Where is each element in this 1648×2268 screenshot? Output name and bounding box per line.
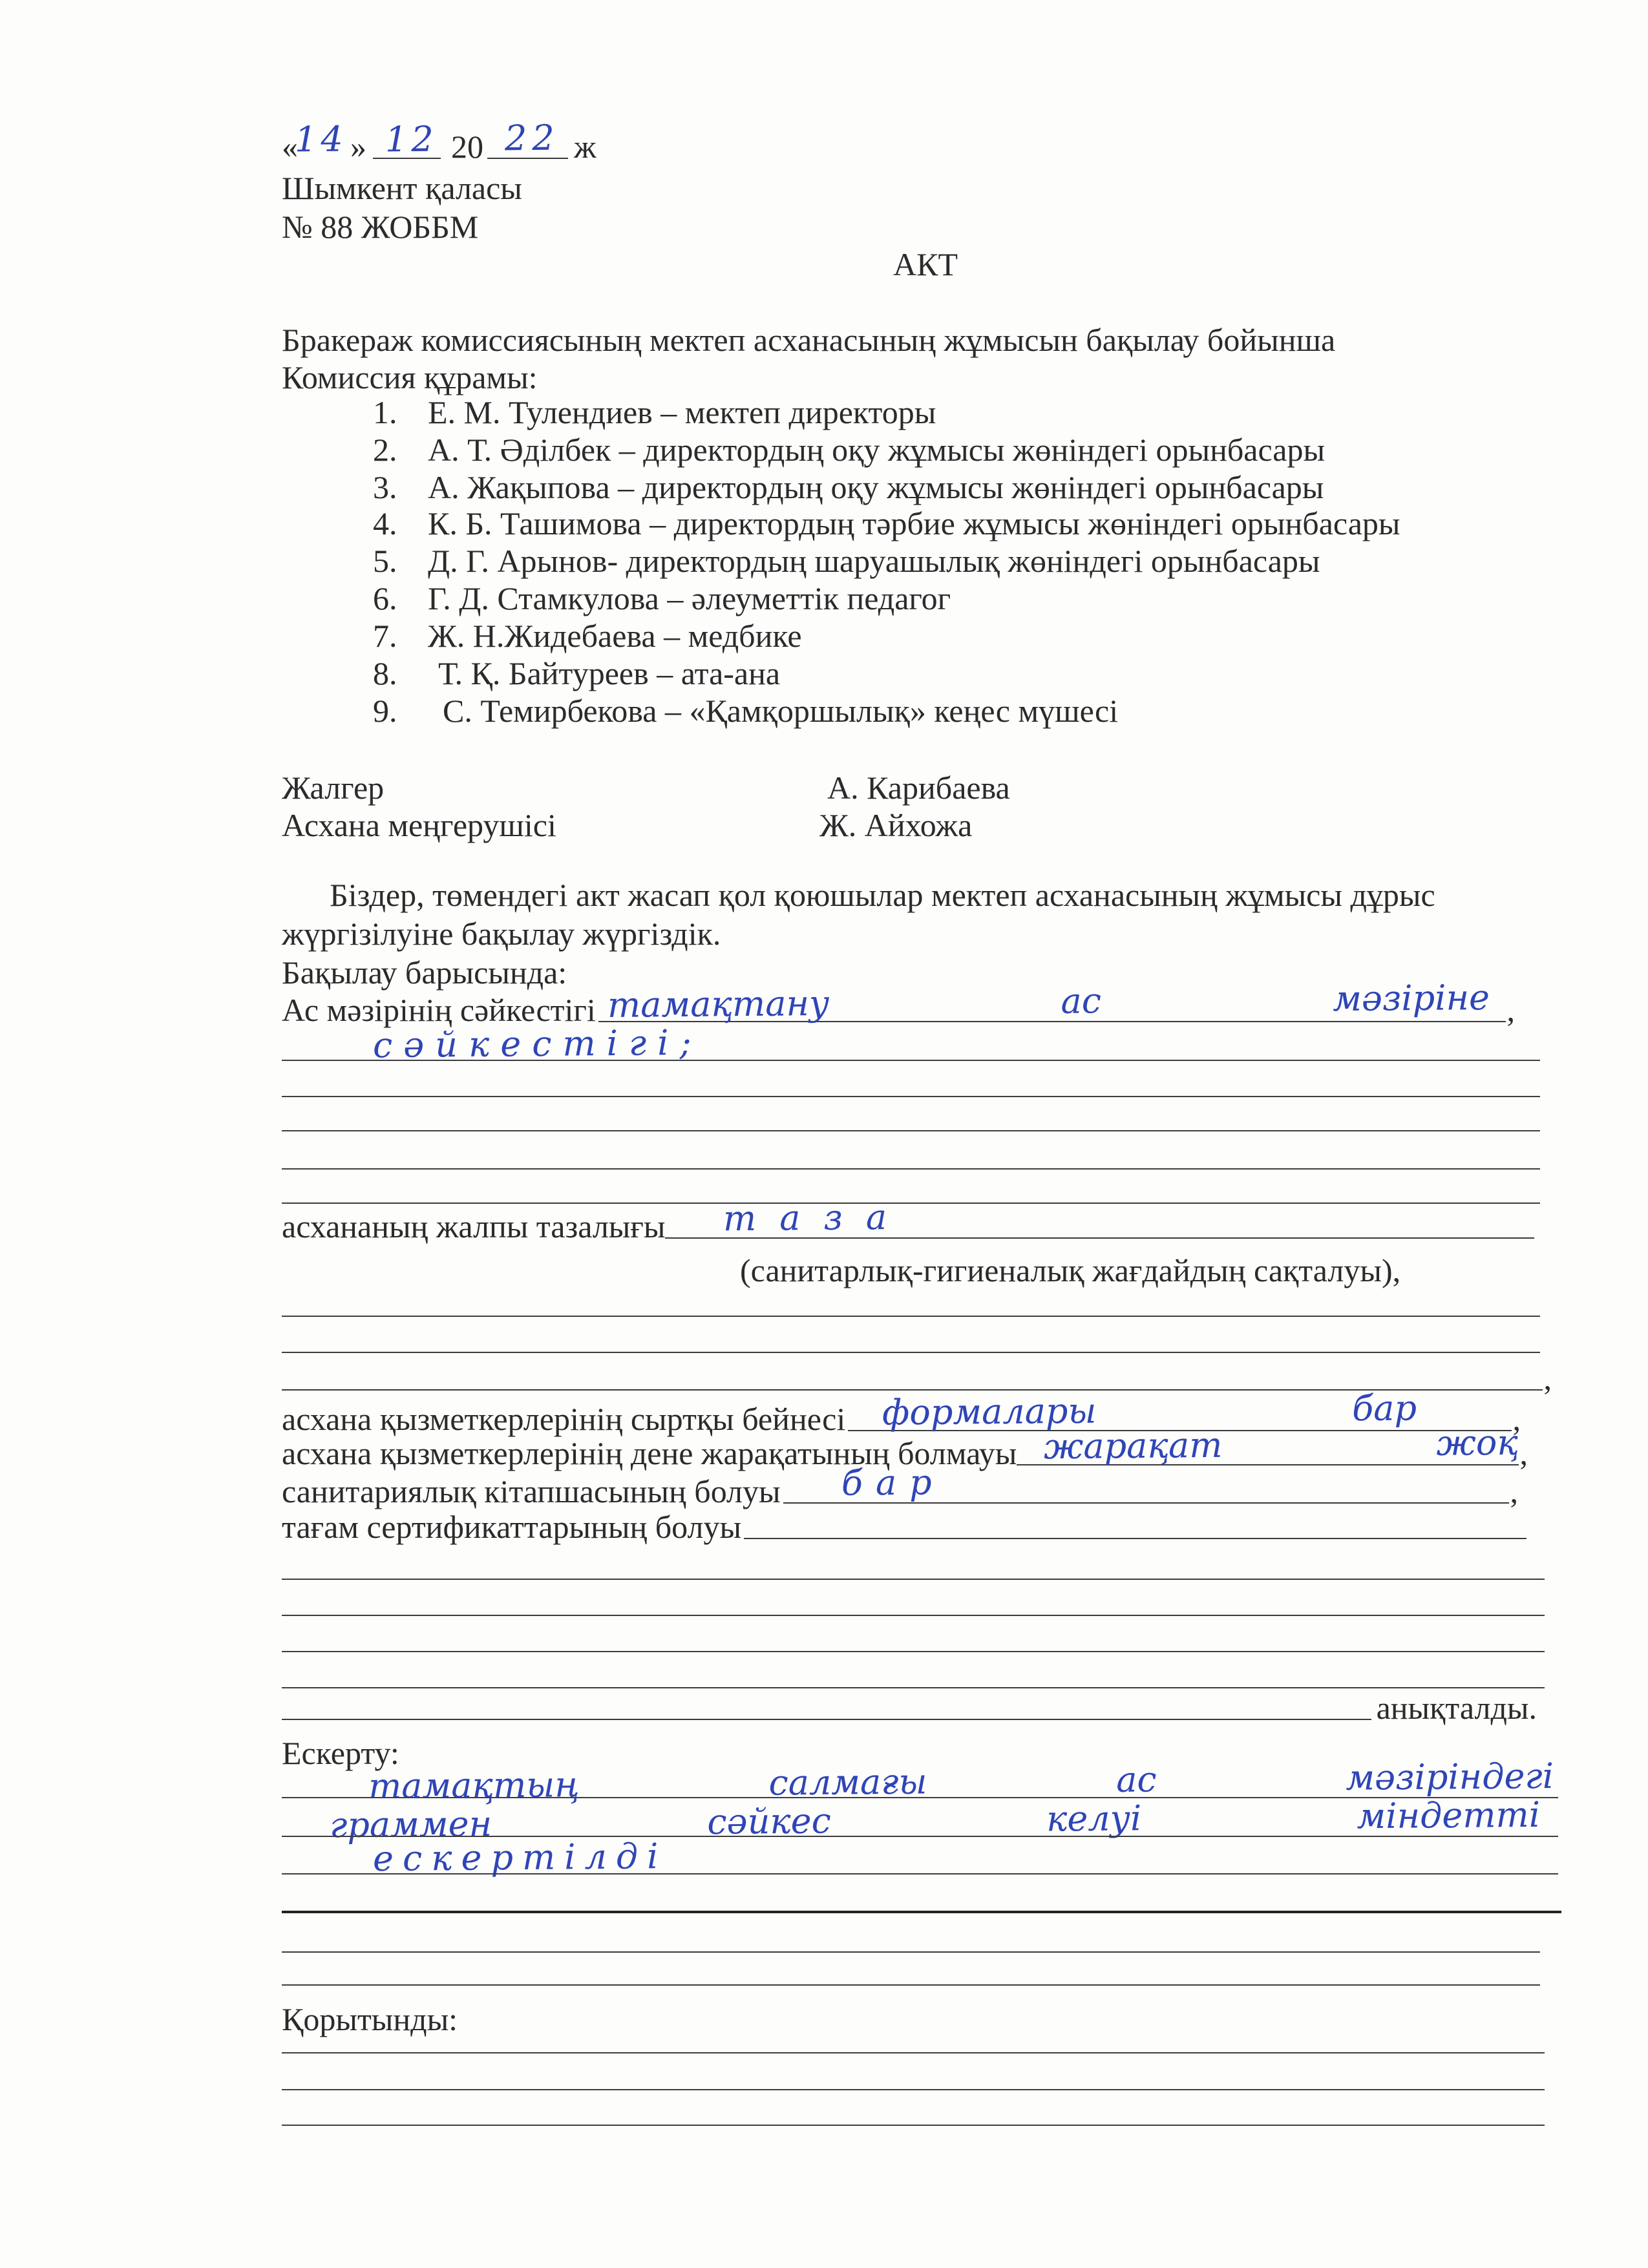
menu-label: Ас мәзірінің сәйкестігі [282,992,596,1028]
date-open-quote: « [282,129,298,165]
blank-line [282,1316,1540,1317]
injury-handwritten-value: жарақат жоқ [1043,1422,1519,1467]
list-item-text: Г. Д. Стамкулова – әлеуметтік педагог [428,580,951,616]
menu-handwritten-value: тамақтану ас мәзіріне [607,977,1490,1025]
list-item [373,542,1320,580]
list-item-number: 9. [373,693,397,729]
commission-label: Комиссия құрамы: [282,359,538,395]
canteen-head-name: Ж. Айхожа [819,807,973,843]
list-item [373,617,802,655]
blank-line [282,1873,1558,1874]
list-item [373,692,1118,730]
blank-line [282,1651,1545,1652]
list-item-text: А. Т. Әділбек – директордың оқу жұмысы жөніндегі орынбасары [428,432,1326,468]
list-item-text: А. Жақыпова – директордың оқу жұмысы жөніндегі орынбасары [428,469,1324,505]
remarks-handwritten-line-2: граммен сәйкес келуі міндетті [329,1794,1541,1846]
subtitle: Бракераж комиссиясының мектеп асханасының жұмысын бақылау бойынша [282,322,1336,358]
list-item-number: 4. [373,505,397,541]
page-title: АКТ [893,246,958,282]
certificates-underline [744,1508,1527,1539]
found-underline [282,1689,1371,1720]
list-item [373,580,951,617]
blank-line [282,2052,1545,2053]
menu-row [282,977,1515,1029]
blank-line [282,2125,1545,2126]
intro-line-2: жүргізілуіне бақылау жүргіздік. [282,916,721,952]
inspection-label: Бақылау барысында: [282,954,567,991]
blank-line [282,1360,1543,1391]
date-day-handwritten: 14 [294,118,347,160]
list-item-number: 1. [373,394,397,430]
city: Шымкент қаласы [282,170,522,206]
comma: , [1519,1435,1528,1471]
date-year-handwritten: 22 [504,117,560,159]
cleanliness-handwritten-value: таза [723,1196,911,1239]
certificates-row [282,1508,1528,1546]
blank-line [282,2089,1545,2090]
list-item-text: Т. Қ. Байтуреев – ата-ана [438,655,781,691]
list-item [373,394,936,431]
blank-line [282,1984,1540,1986]
conclusion-label: Қорытынды: [282,2001,458,2037]
sanitary-book-handwritten-value: бар [841,1462,945,1504]
comma: , [1506,992,1515,1028]
remarks-label: Ескерту: [282,1735,399,1771]
blank-line [282,1615,1545,1616]
school: № 88 ЖОББМ [282,209,479,245]
list-item [373,468,1324,506]
cleanliness-note: (санитарлық-гигиеналық жағдайдың сақталуы), [740,1252,1401,1288]
separator-line [282,1911,1561,1913]
list-item-number: 6. [373,580,397,616]
tenant-label: Жалгер [282,770,385,806]
list-item-text: С. Темирбекова – «Қамқоршылық» кеңес мүшесі [443,693,1119,729]
found-row [282,1689,1537,1727]
blank-line [282,1951,1540,1953]
cleanliness-row [282,1196,1536,1245]
list-item-text: Ж. Н.Жидебаева – медбике [428,618,802,654]
appearance-handwritten-value: формалары бар [882,1387,1417,1433]
list-item-number: 7. [373,618,397,654]
sanitary-book-row [282,1462,1518,1510]
injury-label: асхана қызметкерлерінің дене жарақатының болмауы [282,1435,1017,1471]
tenant-name: А. Карибаева [827,770,1010,806]
list-item-number: 8. [373,655,397,691]
list-item-text: К. Б. Ташимова – директордың тәрбие жұмысы жөніндегі орынбасары [428,505,1400,541]
list-item [373,655,780,692]
intro-line-1: Біздер, төмендегі акт жасап қол қоюшылар мектеп асханасының жұмысы дұрыс [330,877,1435,913]
certificates-label: тағам сертификаттарының болуы [282,1509,742,1545]
appearance-label: асхана қызметкерлерінің сыртқы бейнесі [282,1401,846,1437]
comma: , [1512,1401,1521,1437]
list-item-number: 3. [373,469,397,505]
remarks-handwritten-line-3: ескертілді [372,1836,668,1879]
sanitary-book-label: санитариялық кітапшасының болуы [282,1473,781,1509]
canteen-head-label: Асхана меңгерушісі [282,807,556,843]
blank-line [282,1352,1540,1353]
list-item [373,505,1400,542]
remarks-handwritten-line-1: тамақтың салмағы ас мәзіріндегі [368,1755,1554,1807]
blank-line [282,1202,1540,1204]
menu-handwritten-continuation: сәйкестігі; [372,1022,703,1066]
date-year-prefix: 20 [451,129,483,165]
blank-line [282,1579,1545,1580]
blank-line [282,1096,1540,1097]
comma: , [1543,1360,1552,1396]
blank-line [282,1130,1540,1131]
comma: , [1510,1473,1518,1509]
date-year-mark: ж [574,129,597,165]
list-item [373,431,1325,468]
list-item-number: 5. [373,543,397,579]
blank-line [282,1687,1545,1688]
date-line [282,117,597,165]
list-item-text: Д. Г. Арынов- директордың шаруашылық жөніндегі орынбасары [428,543,1320,579]
list-item-number: 2. [373,432,397,468]
cleanliness-label: асхананың жалпы тазалығы [282,1208,666,1244]
date-close-quote: » [350,129,366,165]
date-month-handwritten: 12 [385,118,438,160]
found-label: анықталды. [1376,1690,1537,1726]
blank-line [282,1168,1540,1170]
list-item-text: Е. М. Тулендиев – мектеп директоры [428,394,936,430]
